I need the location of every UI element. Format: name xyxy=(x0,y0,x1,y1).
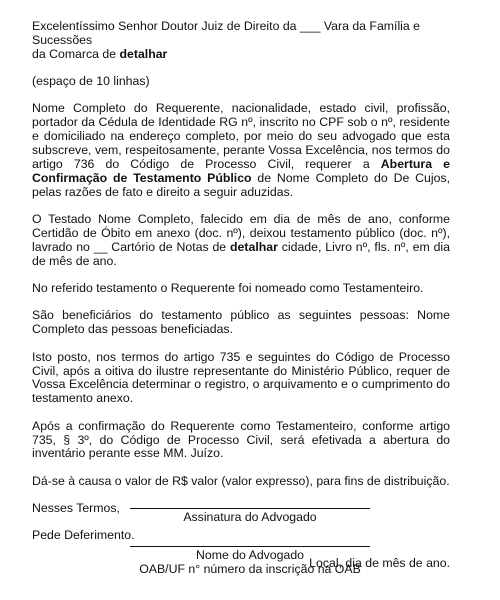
addressee-line-1: Excelentíssimo Senhor Doutor Juiz de Direito da ___ Vara da Família e Sucessões xyxy=(32,19,421,47)
addressee-line-2-prefix: da Comarca de xyxy=(32,46,120,61)
closing-terms: Nesses Termos, xyxy=(32,501,120,516)
qualification-text-end: de Nome Completo do De Cujos, pelas razões de fato e direito a seguir aduzidas. xyxy=(32,170,450,199)
qualification-text-start: Nome Completo do Requerente, nacionalidade, estado civil, profissão, portador da Cédula de Identidade RG nº, inscrito no CPF sob o nº, residente e domiciliado na endereço completo, por meio do seu advogado que esta subscreve, vem, respeitosamente, perante Vossa Excelência, nos termos do artigo 736 do Código de Processo Civil, requerer a xyxy=(32,101,450,172)
signature-caption: Assinatura do Advogado xyxy=(183,510,317,524)
name-line xyxy=(130,546,370,547)
executor-paragraph: No referido testamento o Requerente foi nomeado como Testamenteiro. xyxy=(32,281,424,296)
addressee-header xyxy=(32,20,450,62)
inventory-paragraph: Após a confirmação do Requerente como Testamenteiro, conforme artigo 735, § 3º, do Código de Processo Civil, será efetivada a abertura do inventário perante esse MM. Juízo. xyxy=(32,418,450,461)
qualification-paragraph xyxy=(32,102,450,199)
closing-request: Pede Deferimento. xyxy=(32,528,135,543)
lawyer-name: Nome do Advogado xyxy=(195,548,305,562)
beneficiaries-paragraph: São beneficiários do testamento público as seguintes pessoas: Nome Completo das pessoas beneficiadas. xyxy=(32,308,450,337)
qualification-request-title: Abertura e Confirmação de Testamento Público xyxy=(32,157,450,185)
lawyer-identification-block xyxy=(0,546,500,577)
signature-line xyxy=(130,508,370,509)
request-paragraph: Isto posto, nos termos do artigo 735 e seguintes do Código de Processo Civil, após a oitiva do ilustre representante do Ministério Público, requer de Vossa Excelência determinar o registro, o arquivamento e o cumprimento do testamento anexo. xyxy=(32,349,450,406)
lawyer-oab-number: OAB/UF n° número da inscrição na OAB xyxy=(139,561,361,576)
testator-text-start: O Testado Nome Completo, falecido em dia de mês de ano, conforme Certidão de Óbito em anexo (doc. nº), deixou testamento público (doc. nº), lavrado no __ Cartório de Notas de xyxy=(32,212,450,254)
case-value-paragraph: Dá-se à causa o valor de R$ valor (valor expresso), para fins de distribuição. xyxy=(32,473,450,488)
place-date: Local, dia de mês de ano. xyxy=(309,555,450,570)
spacing-note: (espaço de 10 linhas) xyxy=(32,74,150,89)
testator-paragraph xyxy=(32,213,450,269)
lawyer-signature-block xyxy=(0,508,500,525)
petition-body xyxy=(32,20,450,584)
testator-text-end: cidade, Livro nº, fls. nº, em dia de mês de ano. xyxy=(32,239,450,268)
addressee-comarca: detalhar xyxy=(119,46,168,61)
testator-notary-location: detalhar xyxy=(230,239,278,254)
